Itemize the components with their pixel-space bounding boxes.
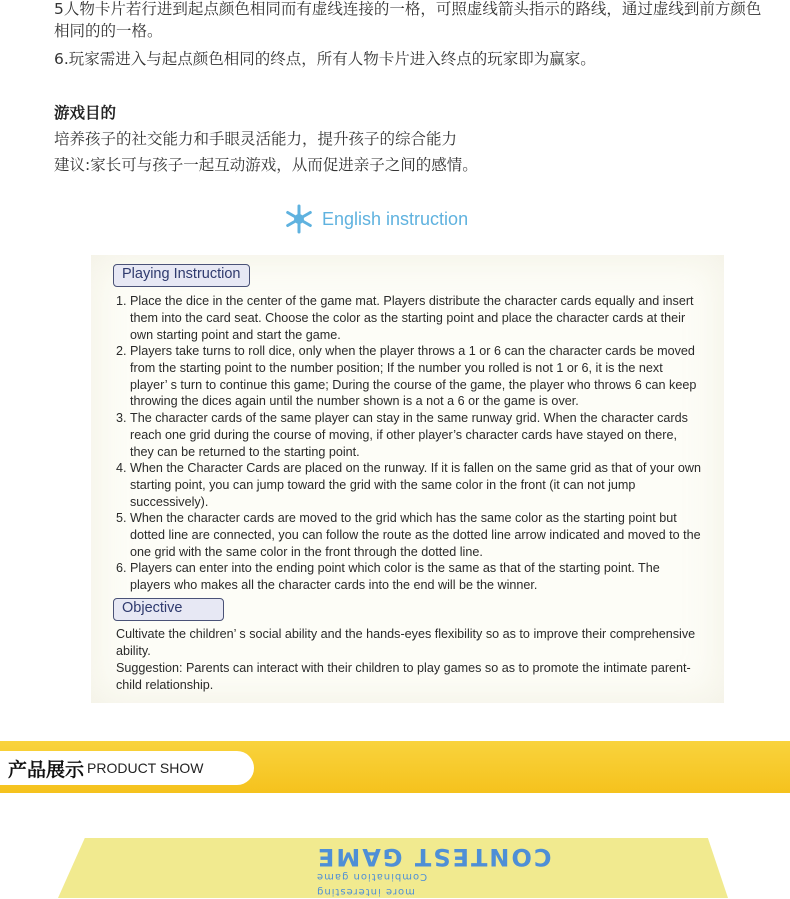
cn-goal-line-1: 培养孩子的社交能力和手眼灵活能力，提升孩子的综合能力 xyxy=(54,130,458,148)
objective-label: Objective xyxy=(113,598,224,621)
instruction-number: 2. xyxy=(116,344,127,358)
instruction-item xyxy=(116,460,701,510)
instruction-text: Players can enter into the ending point which color is the same as that of the starting point. The players who makes all the character cards into the end will be the winner. xyxy=(130,561,660,592)
instruction-card xyxy=(91,255,724,703)
instruction-text: When the character cards are moved to the grid which has the same color as the starting point but dotted line are connected, you can follow the route as the dotted line arrow indicated and moved to the one grid with the same color in the front through the dotted line. xyxy=(130,511,701,559)
playing-instruction-label: Playing Instruction xyxy=(113,264,250,287)
product-box-subtitle2: more interesting xyxy=(316,886,415,897)
instruction-item xyxy=(116,560,701,594)
instruction-number: 6. xyxy=(116,561,127,575)
product-box-text xyxy=(316,845,682,899)
instruction-number: 3. xyxy=(116,411,127,425)
product-show-tab xyxy=(0,751,254,785)
instruction-number: 5. xyxy=(116,511,127,525)
product-box-title: CONTEST GAME xyxy=(316,843,552,871)
instruction-number: 1. xyxy=(116,294,127,308)
cn-rule-5: 5人物卡片若行进到起点颜色相同而有虚线连接的一格，可照虚线箭头指示的路线，通过虚线到前方颜色相同的的一格。 xyxy=(54,0,762,40)
instruction-item xyxy=(116,293,701,343)
instruction-text: Place the dice in the center of the game mat. Players distribute the character cards equally and insert them into the card seat. Choose the color as the starting point and place the character cards at their own starting point and start the game. xyxy=(130,294,694,342)
instruction-text: The character cards of the same player can stay in the same runway grid. When the character cards reach one grid during the course of moving, if other player’s character cards have stayed on there, they can be returned to the starting point. xyxy=(130,411,688,459)
product-show-cn: 产品展示 xyxy=(8,758,85,781)
english-instruction-title xyxy=(284,204,468,234)
english-instruction-text: English instruction xyxy=(322,208,469,229)
instruction-item xyxy=(116,343,701,410)
cn-rule-6: 6.玩家需进入与起点颜色相同的终点，所有人物卡片进入终点的玩家即为赢家。 xyxy=(54,50,596,68)
product-show-en: PRODUCT SHOW xyxy=(87,760,204,776)
cn-goal-line-2: 建议:家长可与孩子一起互动游戏，从而促进亲子之间的感情。 xyxy=(54,156,478,174)
instruction-number: 4. xyxy=(116,461,127,475)
suggestion-text: Suggestion: Parents can interact with their children to play games so as to promote the intimate parent-child relationship. xyxy=(116,661,691,692)
instruction-item xyxy=(116,510,701,560)
snowflake-icon xyxy=(284,204,314,234)
instruction-item xyxy=(116,410,701,460)
instruction-text: When the Character Cards are placed on the runway. If it is fallen on the same grid as that of your own starting point, you can jump toward the grid with the same color in the front (it can not jump successively). xyxy=(130,461,701,509)
instruction-text: Players take turns to roll dice, only when the player throws a 1 or 6 can the character cards be moved from the starting point to the number position; If the number you rolled is not 1 or 6, it is the next player’ s turn to continue this game; During the course of the game, the player who throws 6 can keep throwing the dices again until the number shown is a not a 6 or the game is over. xyxy=(130,344,697,409)
objective-text: Cultivate the children’ s social ability and the hands-eyes flexibility so as to improve their comprehensive ability. xyxy=(116,627,696,658)
cn-goal-heading: 游戏目的 xyxy=(54,104,117,122)
product-box-subtitle: Combination game xyxy=(316,871,428,882)
